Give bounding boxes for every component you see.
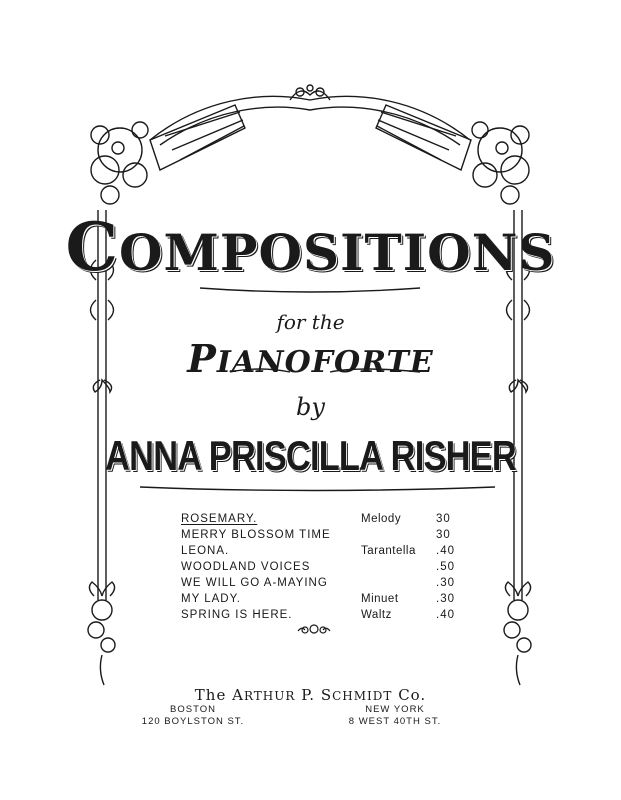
piece-price: 30 [436,513,451,525]
list-item [181,577,471,593]
publisher-name: The ARTHUR P. SCHMIDT Co. [194,686,427,704]
piece-title: MY LADY. [181,593,241,605]
piece-title: ROSEMARY. [181,513,258,525]
cover-title: COMPOSITIONS [65,208,556,286]
piece-title: WOODLAND VOICES [181,561,311,573]
piece-form: Tarantella [361,545,416,557]
piece-price: .30 [436,593,455,605]
piece-title: SPRING IS HERE. [181,609,293,621]
composer-name: ANNA PRISCILLA RISHER [105,432,516,479]
fleuron-icon [296,622,332,636]
piece-form: Melody [361,513,402,525]
piece-form: Waltz [361,609,392,621]
flower-cluster-left-icon [91,122,148,204]
list-item [181,561,471,577]
piece-title: LEONA. [181,545,230,557]
piece-price: .40 [436,609,455,621]
list-item [181,545,471,561]
contents-list [181,513,471,625]
garland-swag [150,96,470,140]
for-the-text: for the [276,310,345,334]
flower-cluster-right-icon [472,122,529,204]
by-text: by [296,393,325,421]
piece-price: 30 [436,529,451,541]
piece-form: Minuet [361,593,399,605]
piece-title: MERRY BLOSSOM TIME [181,529,331,541]
list-item [181,529,471,545]
piece-price: .30 [436,577,455,589]
publisher-address-new-york: NEW YORK 8 WEST 40TH ST. [348,704,442,727]
list-item [181,593,471,609]
instrument-title: PIANOFORTE [187,336,434,381]
piece-title: WE WILL GO A-MAYING [181,577,328,589]
piece-price: .40 [436,545,455,557]
piece-price: .50 [436,561,455,573]
publisher-address-boston: BOSTON 120 BOYLSTON ST. [141,704,245,727]
list-item [181,513,471,529]
